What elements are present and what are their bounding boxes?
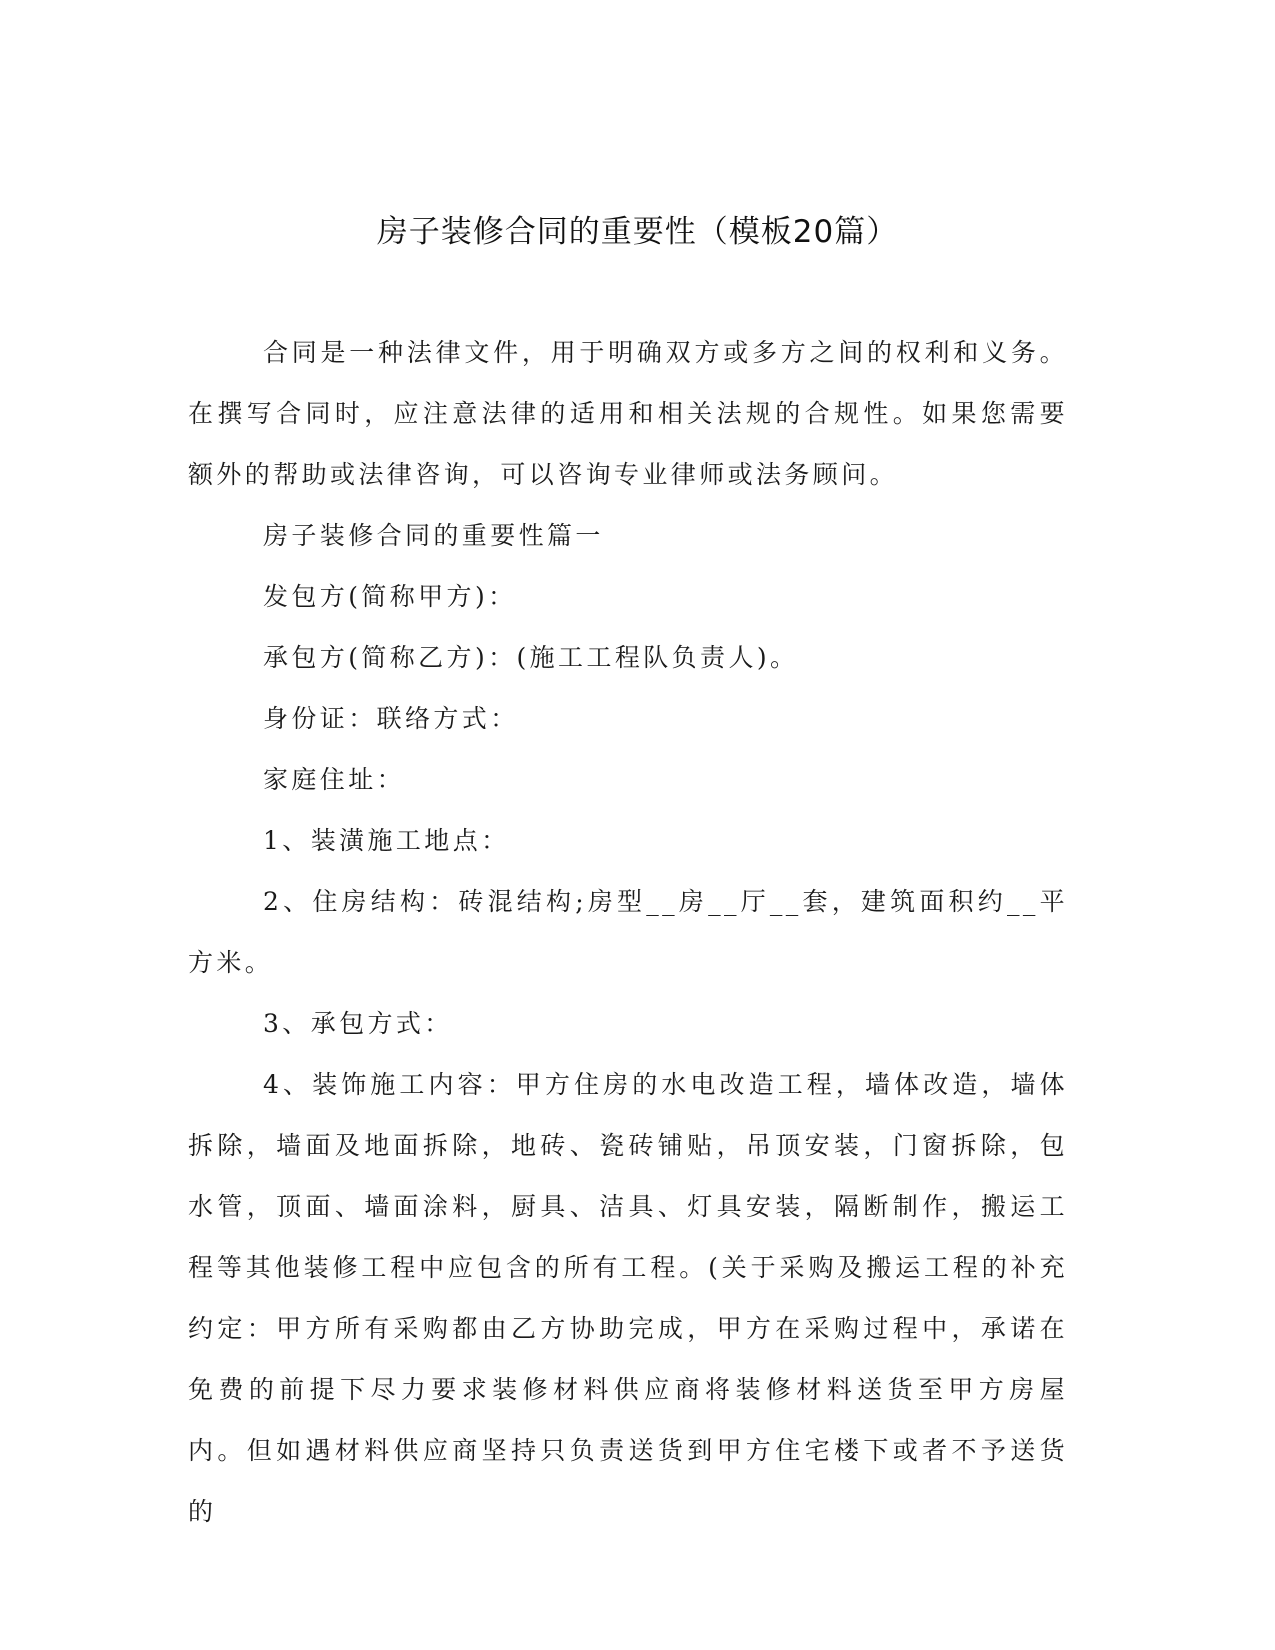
party-a-line: 发包方(简称甲方)：: [263, 582, 517, 611]
clause-4: 4、装饰施工内容：甲方住房的水电改造工程，墙体改造，墙体拆除，墙面及地面拆除，地砖、瓷砖铺贴，吊顶安装，门窗拆除，包水管，顶面、墙面涂料，厨具、洁具、灯具安装，隔断制作，搬运工程等其他装修工程中应包含的所有工程。(关于采购及搬运工程的补充约定：甲方所有采购都由乙方协助完成，甲方在采购过程中，承诺在免费的前提下尽力要求装修材料供应商将装修材料送货至甲方房屋内。但如遇材料供应商坚持只负责送货到甲方住宅楼下或者不予送货的: [188, 1070, 1068, 1526]
home-address-line: 家庭住址：: [263, 765, 406, 794]
party-b-line: 承包方(简称乙方)：(施工工程队负责人)。: [263, 643, 799, 672]
section-heading: 房子装修合同的重要性篇一: [263, 521, 604, 550]
id-contact-line: 身份证：联络方式：: [263, 704, 519, 733]
document-title: 房子装修合同的重要性（模板20篇）: [376, 214, 899, 250]
clause-3: 3、承包方式：: [263, 1009, 453, 1038]
clause-1: 1、装潢施工地点：: [263, 826, 510, 855]
clause-2: 2、住房结构：砖混结构;房型__房__厅__套，建筑面积约__平方米。: [188, 887, 1068, 977]
intro-paragraph: 合同是一种法律文件，用于明确双方或多方之间的权利和义务。在撰写合同时，应注意法律的适用和相关法规的合规性。如果您需要额外的帮助或法律咨询，可以咨询专业律师或法务顾问。: [188, 338, 1068, 489]
document-body: [188, 322, 1068, 1542]
